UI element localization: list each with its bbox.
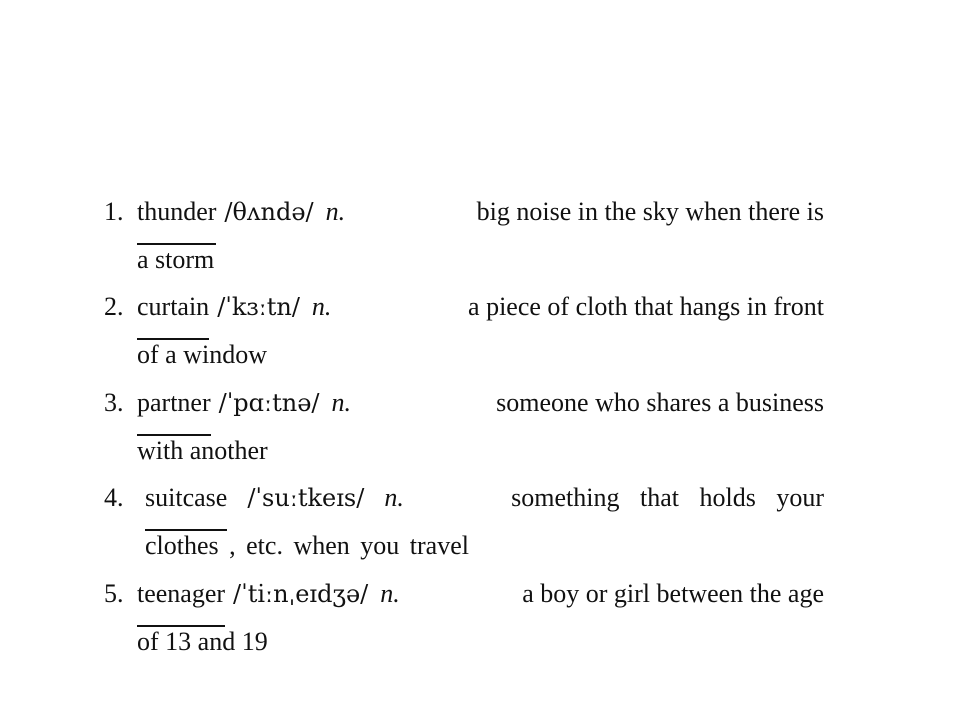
phonetic-transcription: /ˈsuːtkeɪs/ — [247, 484, 365, 512]
vocab-word: curtain — [137, 283, 209, 331]
entry-number: 3. — [104, 388, 124, 417]
definition-line-2: a storm — [137, 245, 215, 274]
definition-line-2: of 13 and 19 — [137, 627, 268, 656]
part-of-speech: n. — [331, 388, 352, 417]
definition-line-1: something that holds your — [511, 483, 824, 512]
part-of-speech: n. — [380, 579, 400, 608]
definition-line-1: someone who shares a business — [496, 388, 824, 417]
entry-number: 5. — [104, 579, 124, 608]
definition-line-1: a piece of cloth that hangs in front — [468, 292, 824, 321]
vocab-word: teenager — [137, 570, 225, 618]
definition-line-2: clothes , etc. when you travel — [145, 531, 469, 560]
entry-number: 4. — [104, 483, 124, 512]
vocab-entry-curtain — [104, 283, 824, 379]
vocab-word: partner — [137, 379, 211, 427]
vocab-word: thunder — [137, 188, 216, 236]
definition-line-2: of a window — [137, 340, 267, 369]
entry-number: 2. — [104, 292, 124, 321]
vocab-entry-suitcase — [104, 474, 824, 570]
phonetic-transcription: /ˈpɑːtnə/ — [218, 389, 320, 417]
part-of-speech: n. — [311, 292, 332, 321]
part-of-speech: n. — [325, 197, 346, 226]
entry-number: 1. — [104, 197, 124, 226]
vocab-entry-partner — [104, 379, 824, 475]
phonetic-transcription: /θʌndə/ — [224, 198, 314, 226]
definition-line-2: with another — [137, 436, 268, 465]
definition-line-1: big noise in the sky when there is — [476, 197, 824, 226]
phonetic-transcription: /ˈtiːnˌeɪdʒə/ — [233, 580, 369, 608]
vocab-entry-thunder — [104, 188, 824, 284]
definition-line-1: a boy or girl between the age — [522, 579, 824, 608]
part-of-speech: n. — [384, 483, 404, 512]
phonetic-transcription: /ˈkɜːtn/ — [217, 293, 300, 321]
vocab-entry-teenager — [104, 570, 824, 666]
vocab-word: suitcase — [145, 474, 227, 522]
